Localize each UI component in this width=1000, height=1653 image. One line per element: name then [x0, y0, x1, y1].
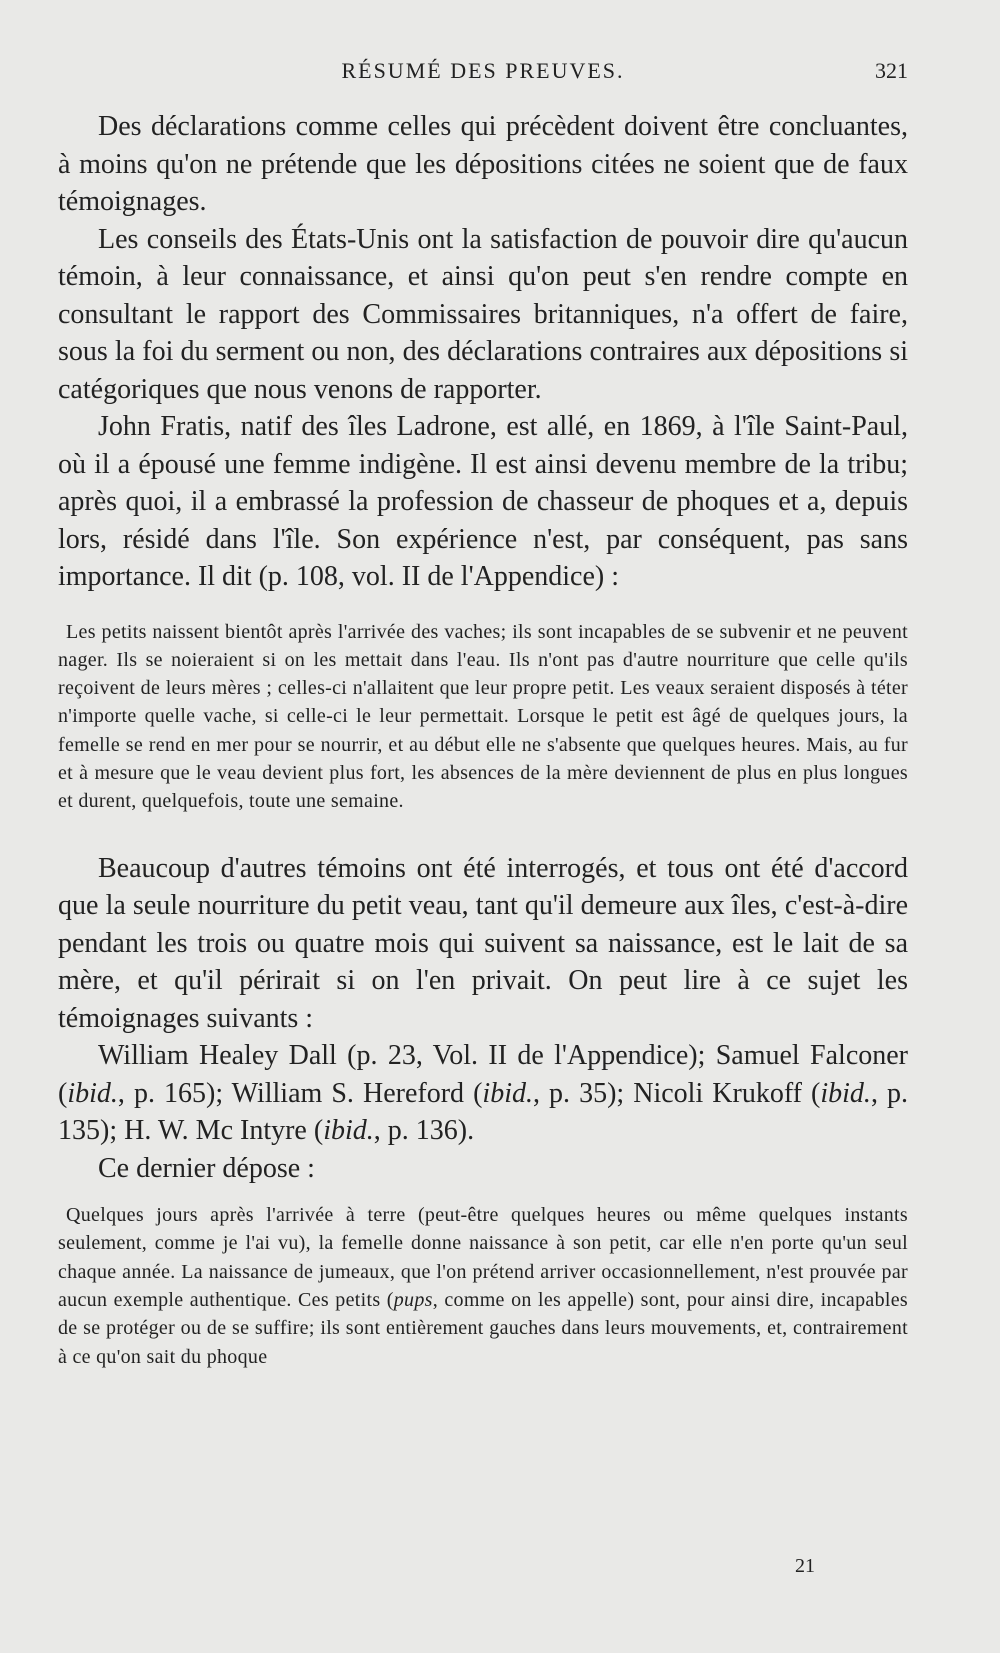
signature-mark: 21	[795, 1555, 815, 1577]
witness-text: , p. 135); H. W. Mc Intyre (	[58, 1077, 908, 1147]
body-text	[58, 108, 908, 1371]
paragraph-witness-list	[58, 1037, 908, 1150]
paragraph-conclusion: Des déclarations comme celles qui précèdent doivent être concluantes, à moins qu'on ne prétende que les dépositions citées ne soient que de faux témoignages.	[58, 111, 908, 217]
paragraph-john-fratis: John Fratis, natif des îles Ladrone, est allé, en 1869, à l'île Saint-Paul, où il a épousé une femme indigène. Il est ainsi devenu membre de la tribu; après quoi, il a embrassé la profession de chasseur de phoques et a, depuis lors, résidé dans l'île. Son expérience n'est, par conséquent, pas sans importance. Il dit (p. 108, vol. II de l'Appendice) :	[58, 411, 908, 592]
ibid-ref: ibid.	[323, 1115, 374, 1147]
ibid-ref: ibid.	[482, 1077, 533, 1109]
page-number: 321	[875, 58, 908, 83]
running-head	[58, 58, 908, 88]
quote-text: , comme on les appelle) sont, pour ainsi dire, incapables de se protéger ou de se suffire; ils sont entièrement gauches dans leurs mouvements, et, contrairement à ce qu'on sait du phoque	[58, 1288, 908, 1368]
quote-text: Quelques jours après l'arrivée à terre (peut-être quelques heures ou même quelques instants seulement, comme je l'ai vu), la femelle donne naissance à son petit, car elle n'en porte qu'un seul chaque année. La naissance de jumeaux, que l'on prétend arriver occasionnellement, n'est prouvée par aucun exemple authentique. Ces petits (	[58, 1204, 908, 1311]
paragraph-other-witnesses: Beaucoup d'autres témoins ont été interrogés, et tous ont été d'accord que la seule nourriture du petit veau, tant qu'il demeure aux îles, c'est-à-dire pendant les trois ou quatre mois qui suivent sa naissance, est le lait de sa mère, et qu'il périrait si on l'en privait. On peut lire à ce sujet les témoignages suivants :	[58, 852, 908, 1034]
quote-fratis: Les petits naissent bientôt après l'arrivée des vaches; ils sont incapables de se subvenir et ne peuvent nager. Ils se noieraient si on les mettait dans l'eau. Ils n'ont pas d'autre nourriture que celle qu'ils reçoivent de leurs mères ; celles-ci n'allaitent que leur propre petit. Les veaux seraient disposés à téter n'importe quelle vache, si celle-ci le leur permettait. Lorsque le petit est âgé de quelques jours, la femelle se rend en mer pour se nourrir, et au début elle ne s'absente que quelques heures. Mais, au fur et à mesure que le veau devient plus fort, les absences de la mère deviennent de plus en plus longues et durent, quelquefois, toute une semaine.	[58, 620, 908, 813]
ibid-ref: ibid.	[820, 1077, 871, 1109]
ibid-ref: ibid.	[67, 1077, 118, 1109]
witness-text: , p. 136).	[373, 1115, 475, 1147]
paragraph-mcintyre-intro: Ce dernier dépose :	[98, 1152, 315, 1184]
witness-text: , p. 35); Nicoli Krukoff (	[532, 1077, 821, 1109]
witness-text: , p. 165); William S. Hereford (	[117, 1077, 483, 1109]
witness-text: William Healey Dall (p. 23, Vol. II de l'Appendice); Samuel Falconer (	[58, 1040, 908, 1109]
pups-term: pups	[393, 1288, 433, 1311]
paragraph-counsel: Les conseils des États-Unis ont la satisfaction de pouvoir dire qu'aucun témoin, à leur connaissance, et ainsi qu'on peut s'en rendre compte en consultant le rapport des Commissaires britanniques, n'a offert de faire, sous la foi du serment ou non, des déclarations contraires aux dépositions si catégoriques que nous venons de rapporter.	[58, 223, 908, 405]
running-title: RÉSUMÉ DES PREUVES.	[341, 58, 625, 83]
quote-mcintyre	[58, 1201, 908, 1371]
